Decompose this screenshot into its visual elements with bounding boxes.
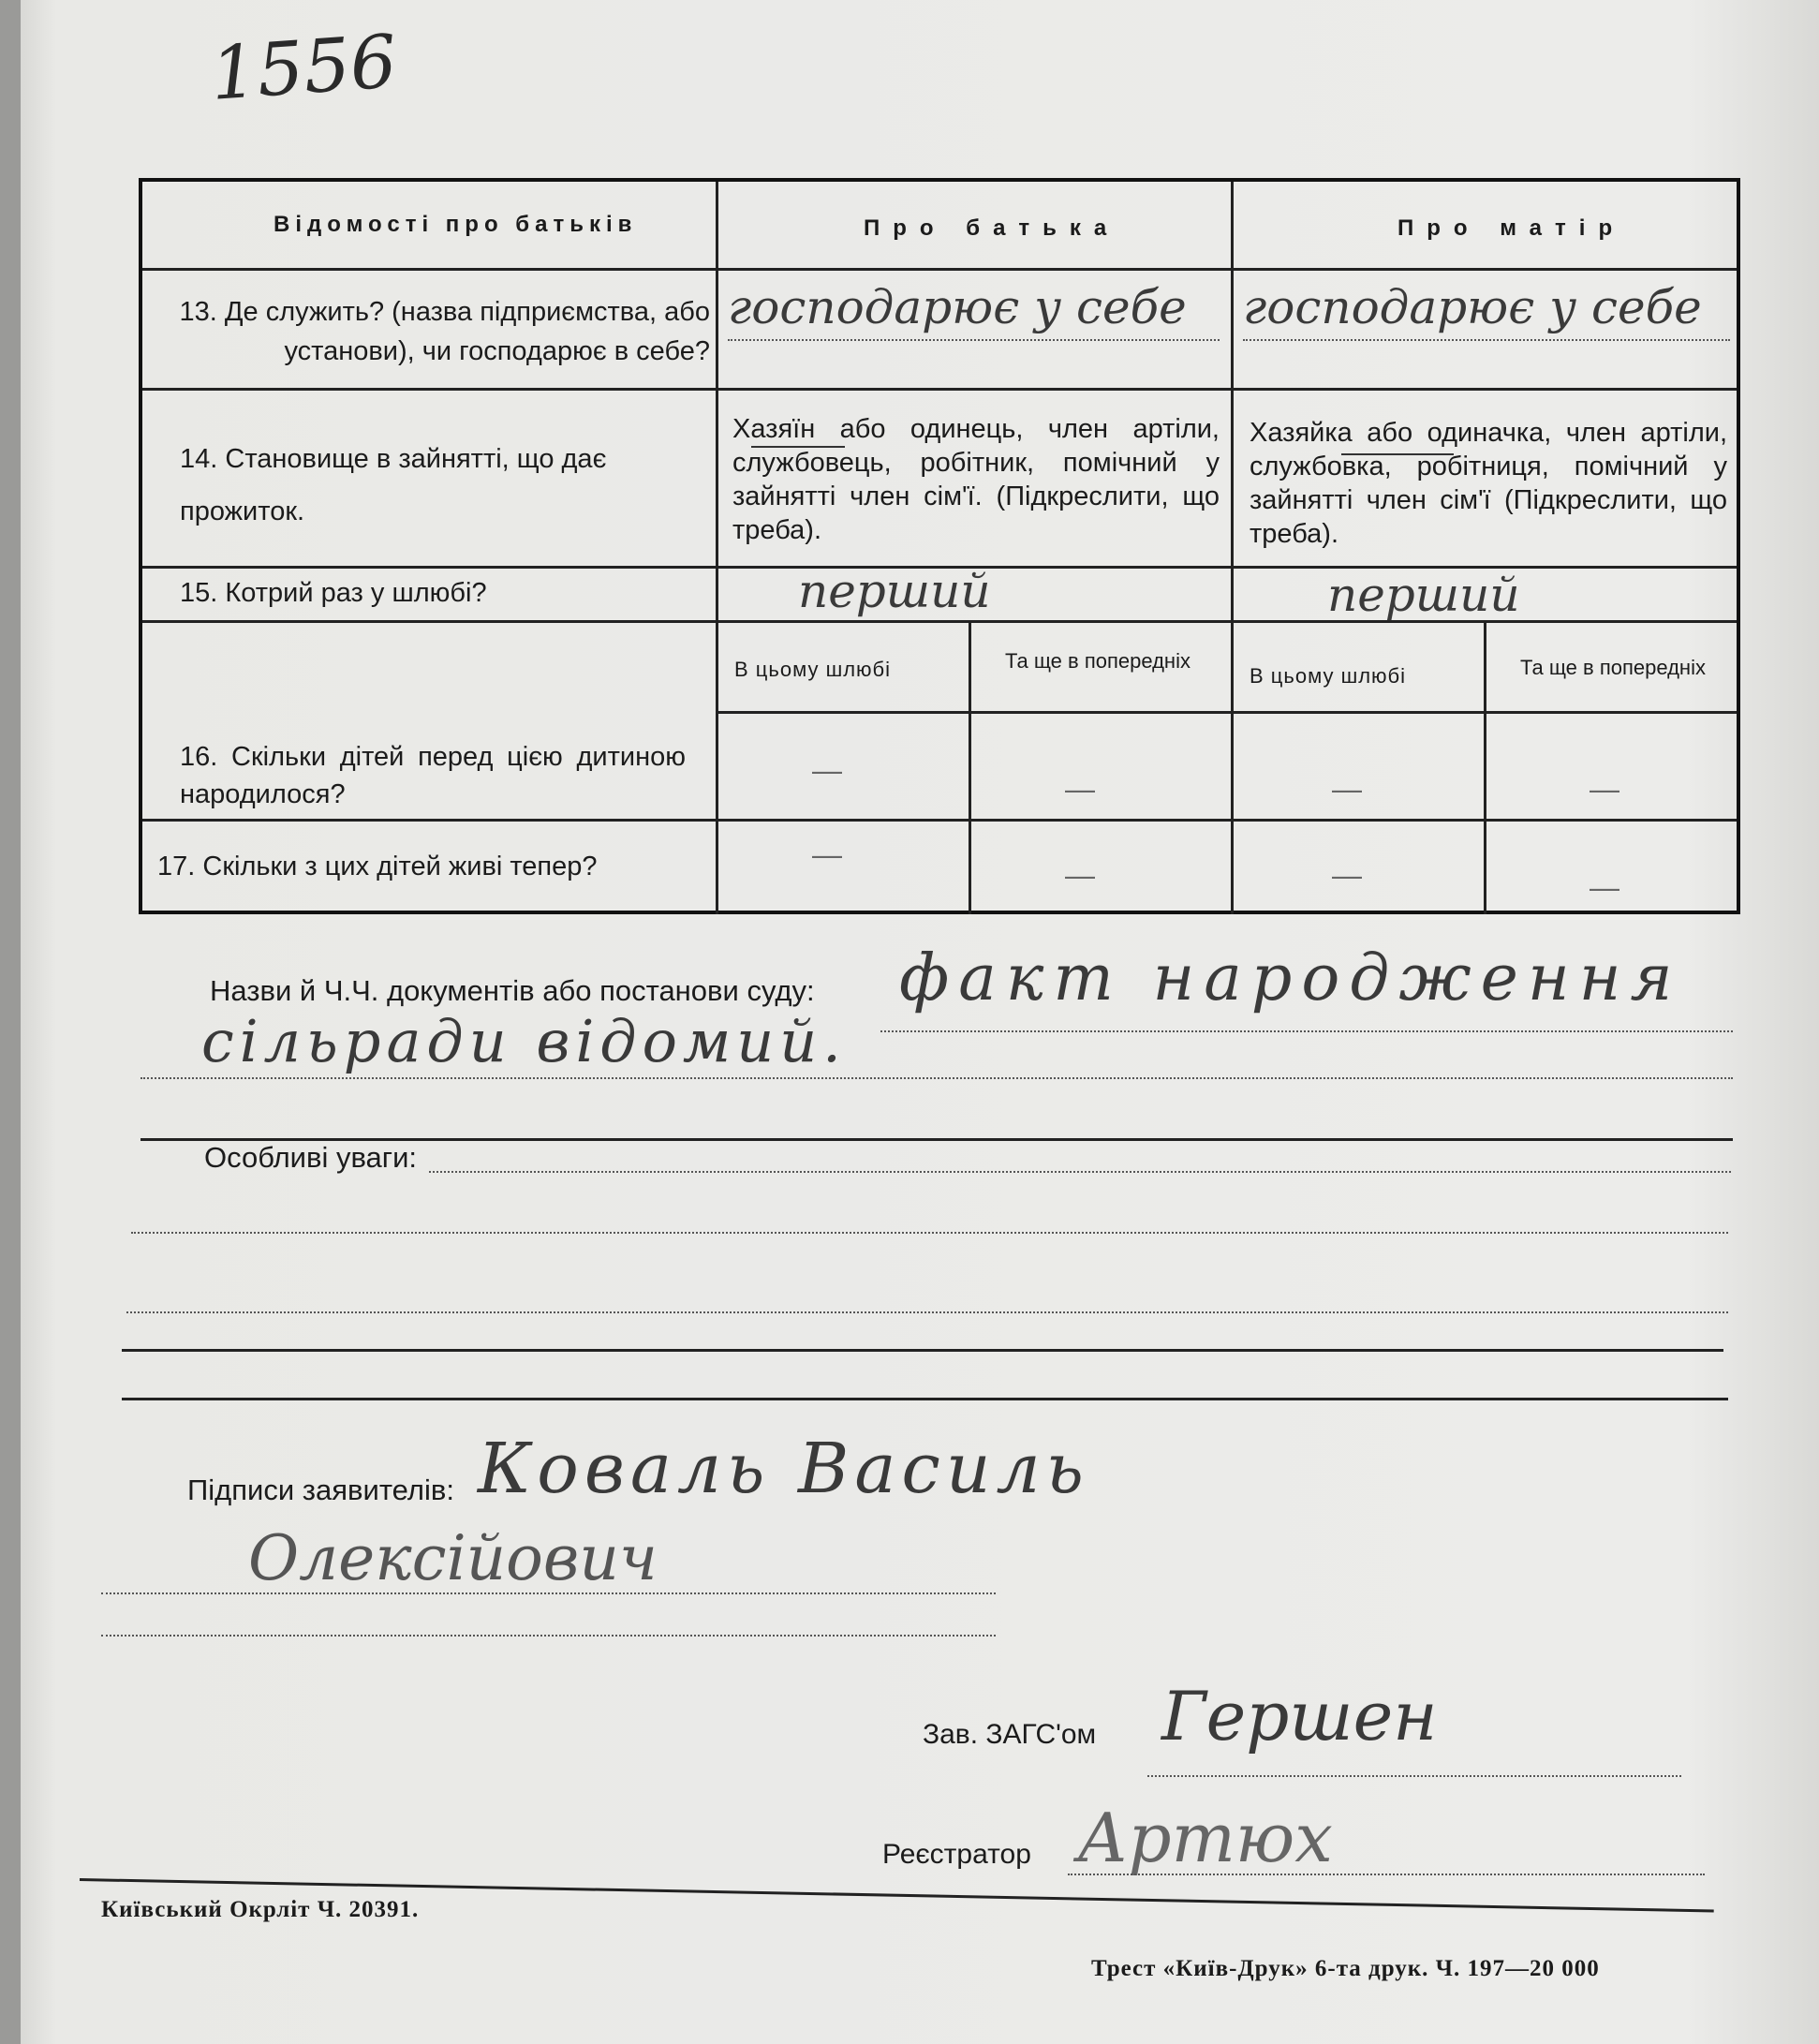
subheader-this-marriage-father: В цьому шлюбі xyxy=(734,658,892,681)
mother-occupation: господарює у себе xyxy=(1243,280,1702,334)
documents-value-line2: сільради відомий. xyxy=(201,1007,847,1075)
underline-mark xyxy=(1341,453,1454,455)
remarks-line-4 xyxy=(122,1349,1723,1352)
signatures-line xyxy=(101,1635,996,1637)
registrar-signature: Артюх xyxy=(1077,1799,1333,1877)
zags-head-label: Зав. ЗАГС'ом xyxy=(923,1719,1097,1750)
children-alive-this-marriage-father: — xyxy=(812,837,842,871)
footer-right-imprint: Трест «Київ-Друк» 6-та друк. Ч. 197—20 000 xyxy=(1091,1956,1600,1981)
children-alive-this-marriage-mother: — xyxy=(1332,858,1362,892)
subcol-divider xyxy=(969,620,971,914)
documents-line-2 xyxy=(140,1077,1733,1079)
children-before-this-marriage-mother: — xyxy=(1332,772,1362,806)
page-number: 1556 xyxy=(208,20,400,117)
question-13: 13. Де служить? (назва підприємства, або установи), чи господарює в себе? xyxy=(179,297,710,366)
subheader-divider xyxy=(716,711,1737,714)
documents-label: Назви й Ч.Ч. документів або постанови суду: xyxy=(210,974,815,1007)
father-status-options: Хазяїн або одинець, член артіли, службовець, робітник, помічний у зайнятті член сім'ї. (Підкреслити, що треба). xyxy=(732,414,1220,545)
children-alive-previous-mother: — xyxy=(1590,870,1619,904)
father-marriage-count: перший xyxy=(798,564,991,618)
header-mother: Про матір xyxy=(1398,215,1626,241)
signatures-value-line2: Олексійович xyxy=(248,1522,658,1594)
father-occupation: господарює у себе xyxy=(728,280,1187,334)
header-father: Про батька xyxy=(864,215,1120,241)
subheader-this-marriage-mother: В цьому шлюбі xyxy=(1250,664,1407,688)
parents-info-table xyxy=(139,178,1740,914)
subheader-previous-mother: Та ще в попередніх xyxy=(1520,656,1706,679)
row-divider xyxy=(142,819,1737,822)
remarks-line-2 xyxy=(131,1232,1728,1234)
signatures-label: Підписи заявителів: xyxy=(187,1474,454,1506)
mother-status-options: Хазяйка або одиначка, член артіли, службовка, робітниця, помічний у зайнятті член сім'ї (Підкреслити, що треба). xyxy=(1250,418,1727,549)
page-edge xyxy=(0,0,21,2044)
col-divider xyxy=(716,182,718,914)
signatures-value-line1: Коваль Василь xyxy=(478,1429,1089,1509)
signatures-line xyxy=(101,1592,996,1594)
col-divider xyxy=(1231,182,1234,914)
row-divider xyxy=(142,388,1737,391)
answer-line xyxy=(1243,339,1730,341)
remarks-line-5 xyxy=(122,1398,1728,1400)
question-16: 16. Скільки дітей перед цією дитиною народилося? xyxy=(180,742,686,809)
remarks-line-3 xyxy=(126,1311,1728,1313)
question-17: 17. Скільки з цих дітей живі тепер? xyxy=(157,852,598,881)
zags-head-line xyxy=(1147,1775,1681,1777)
subheader-previous-father: Та ще в попередніх xyxy=(1005,649,1190,673)
documents-value-line1: факт народження xyxy=(899,941,1682,1015)
children-before-previous-mother: — xyxy=(1590,772,1619,806)
remarks-label: Особливі уваги: xyxy=(204,1141,418,1174)
question-15: 15. Котрий раз у шлюбі? xyxy=(180,578,487,608)
answer-line xyxy=(728,339,1220,341)
subcol-divider xyxy=(1484,620,1486,914)
children-before-previous-father: — xyxy=(1065,772,1095,806)
children-alive-previous-father: — xyxy=(1065,858,1095,892)
registrar-line xyxy=(1068,1874,1705,1875)
mother-marriage-count: перший xyxy=(1327,568,1520,622)
remarks-line-1 xyxy=(429,1171,1731,1173)
children-before-this-marriage-father: — xyxy=(812,753,842,787)
underline-mark xyxy=(751,446,845,448)
row-divider xyxy=(142,268,1737,271)
documents-line-1 xyxy=(880,1030,1733,1032)
registrar-label: Реєстратор xyxy=(882,1839,1031,1870)
zags-head-signature: Гершен xyxy=(1161,1677,1438,1755)
question-14: 14. Становище в зайнятті, що дає прожиток. xyxy=(180,444,607,526)
header-parents-info: Відомості про батьків xyxy=(274,212,638,237)
footer-left-imprint: Київський Окрліт Ч. 20391. xyxy=(101,1897,420,1922)
